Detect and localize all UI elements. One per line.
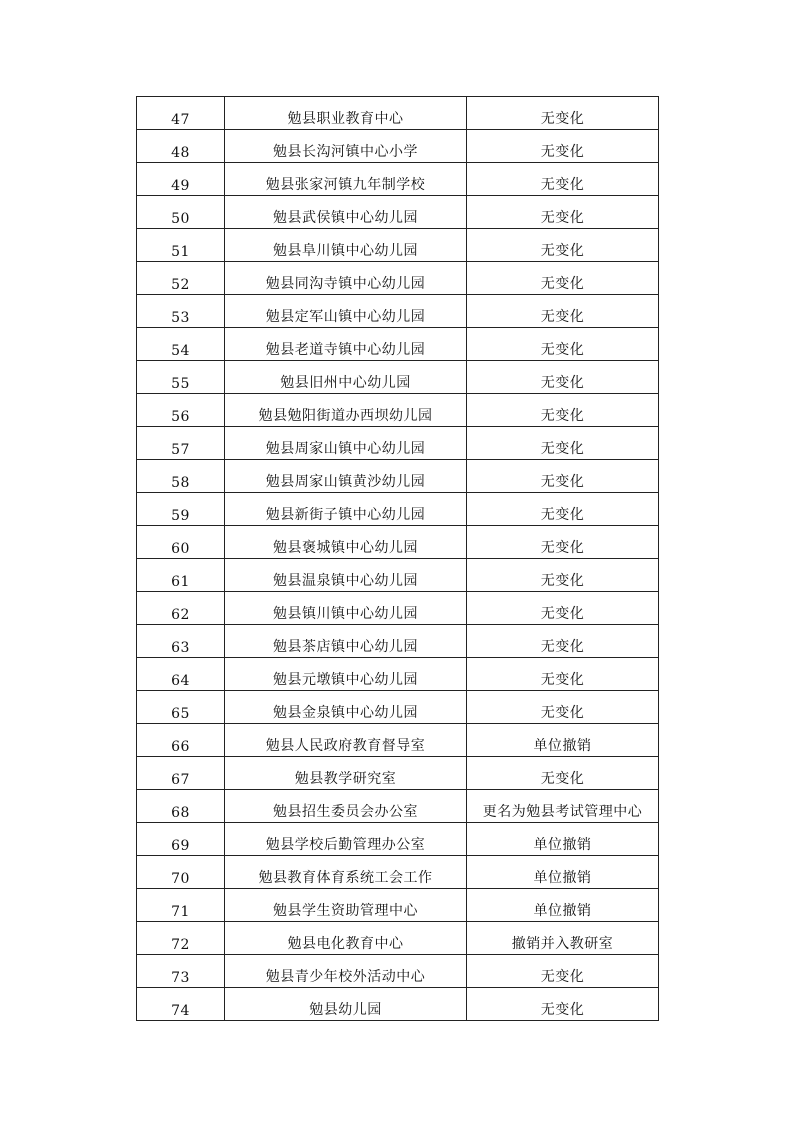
unit-table: [136, 96, 659, 1021]
unit-name: 勉县职业教育中心: [225, 97, 467, 130]
row-number: 50: [137, 196, 225, 229]
unit-name: 勉县周家山镇中心幼儿园: [225, 427, 467, 460]
change-status: 无变化: [467, 394, 659, 427]
change-status: 无变化: [467, 625, 659, 658]
change-status: 无变化: [467, 757, 659, 790]
row-number: 69: [137, 823, 225, 856]
table-row: [137, 658, 659, 691]
change-status: 无变化: [467, 988, 659, 1021]
row-number: 53: [137, 295, 225, 328]
table-row: [137, 295, 659, 328]
table-row: [137, 526, 659, 559]
row-number: 72: [137, 922, 225, 955]
unit-name: 勉县教学研究室: [225, 757, 467, 790]
change-status: 撤销并入教研室: [467, 922, 659, 955]
row-number: 57: [137, 427, 225, 460]
change-status: 无变化: [467, 97, 659, 130]
unit-name: 勉县新街子镇中心幼儿园: [225, 493, 467, 526]
table-row: [137, 493, 659, 526]
change-status: 无变化: [467, 130, 659, 163]
unit-name: 勉县长沟河镇中心小学: [225, 130, 467, 163]
table-row: [137, 757, 659, 790]
change-status: 无变化: [467, 526, 659, 559]
row-number: 66: [137, 724, 225, 757]
unit-name: 勉县学生资助管理中心: [225, 889, 467, 922]
change-status: 无变化: [467, 658, 659, 691]
table-row: [137, 955, 659, 988]
row-number: 73: [137, 955, 225, 988]
change-status: 无变化: [467, 295, 659, 328]
unit-name: 勉县茶店镇中心幼儿园: [225, 625, 467, 658]
row-number: 56: [137, 394, 225, 427]
unit-name: 勉县阜川镇中心幼儿园: [225, 229, 467, 262]
change-status: 无变化: [467, 163, 659, 196]
table-row: [137, 361, 659, 394]
row-number: 59: [137, 493, 225, 526]
row-number: 49: [137, 163, 225, 196]
table-row: [137, 922, 659, 955]
table-row: [137, 559, 659, 592]
row-number: 64: [137, 658, 225, 691]
row-number: 47: [137, 97, 225, 130]
unit-name: 勉县同沟寺镇中心幼儿园: [225, 262, 467, 295]
unit-name: 勉县幼儿园: [225, 988, 467, 1021]
table-row: [137, 823, 659, 856]
table-body: [137, 97, 659, 1021]
row-number: 58: [137, 460, 225, 493]
unit-name: 勉县学校后勤管理办公室: [225, 823, 467, 856]
row-number: 63: [137, 625, 225, 658]
unit-name: 勉县教育体育系统工会工作: [225, 856, 467, 889]
unit-name: 勉县定军山镇中心幼儿园: [225, 295, 467, 328]
unit-name: 勉县温泉镇中心幼儿园: [225, 559, 467, 592]
unit-name: 勉县武侯镇中心幼儿园: [225, 196, 467, 229]
table-row: [137, 163, 659, 196]
unit-name: 勉县镇川镇中心幼儿园: [225, 592, 467, 625]
change-status: 无变化: [467, 955, 659, 988]
table-row: [137, 889, 659, 922]
change-status: 无变化: [467, 691, 659, 724]
row-number: 54: [137, 328, 225, 361]
table-row: [137, 229, 659, 262]
change-status: 更名为勉县考试管理中心: [467, 790, 659, 823]
change-status: 无变化: [467, 460, 659, 493]
change-status: 无变化: [467, 427, 659, 460]
table-row: [137, 790, 659, 823]
row-number: 67: [137, 757, 225, 790]
unit-name: 勉县勉阳街道办西坝幼儿园: [225, 394, 467, 427]
change-status: 无变化: [467, 592, 659, 625]
row-number: 68: [137, 790, 225, 823]
unit-name: 勉县电化教育中心: [225, 922, 467, 955]
table-row: [137, 328, 659, 361]
unit-name: 勉县褒城镇中心幼儿园: [225, 526, 467, 559]
table-row: [137, 394, 659, 427]
table-row: [137, 691, 659, 724]
row-number: 52: [137, 262, 225, 295]
change-status: 无变化: [467, 328, 659, 361]
change-status: 无变化: [467, 196, 659, 229]
table-row: [137, 592, 659, 625]
change-status: 单位撤销: [467, 856, 659, 889]
table-row: [137, 97, 659, 130]
row-number: 74: [137, 988, 225, 1021]
unit-name: 勉县张家河镇九年制学校: [225, 163, 467, 196]
change-status: 无变化: [467, 493, 659, 526]
row-number: 60: [137, 526, 225, 559]
row-number: 61: [137, 559, 225, 592]
table-row: [137, 460, 659, 493]
unit-name: 勉县老道寺镇中心幼儿园: [225, 328, 467, 361]
unit-name: 勉县人民政府教育督导室: [225, 724, 467, 757]
table-row: [137, 856, 659, 889]
change-status: 无变化: [467, 262, 659, 295]
table-row: [137, 988, 659, 1021]
unit-name: 勉县周家山镇黄沙幼儿园: [225, 460, 467, 493]
change-status: 无变化: [467, 361, 659, 394]
row-number: 65: [137, 691, 225, 724]
table-row: [137, 625, 659, 658]
unit-name: 勉县青少年校外活动中心: [225, 955, 467, 988]
unit-name: 勉县金泉镇中心幼儿园: [225, 691, 467, 724]
unit-name: 勉县元墩镇中心幼儿园: [225, 658, 467, 691]
row-number: 55: [137, 361, 225, 394]
row-number: 70: [137, 856, 225, 889]
table-row: [137, 724, 659, 757]
change-status: 无变化: [467, 559, 659, 592]
change-status: 单位撤销: [467, 724, 659, 757]
table-row: [137, 196, 659, 229]
row-number: 51: [137, 229, 225, 262]
change-status: 单位撤销: [467, 823, 659, 856]
change-status: 无变化: [467, 229, 659, 262]
unit-name: 勉县旧州中心幼儿园: [225, 361, 467, 394]
row-number: 71: [137, 889, 225, 922]
table-row: [137, 130, 659, 163]
table-row: [137, 262, 659, 295]
table-row: [137, 427, 659, 460]
change-status: 单位撤销: [467, 889, 659, 922]
row-number: 48: [137, 130, 225, 163]
row-number: 62: [137, 592, 225, 625]
unit-name: 勉县招生委员会办公室: [225, 790, 467, 823]
